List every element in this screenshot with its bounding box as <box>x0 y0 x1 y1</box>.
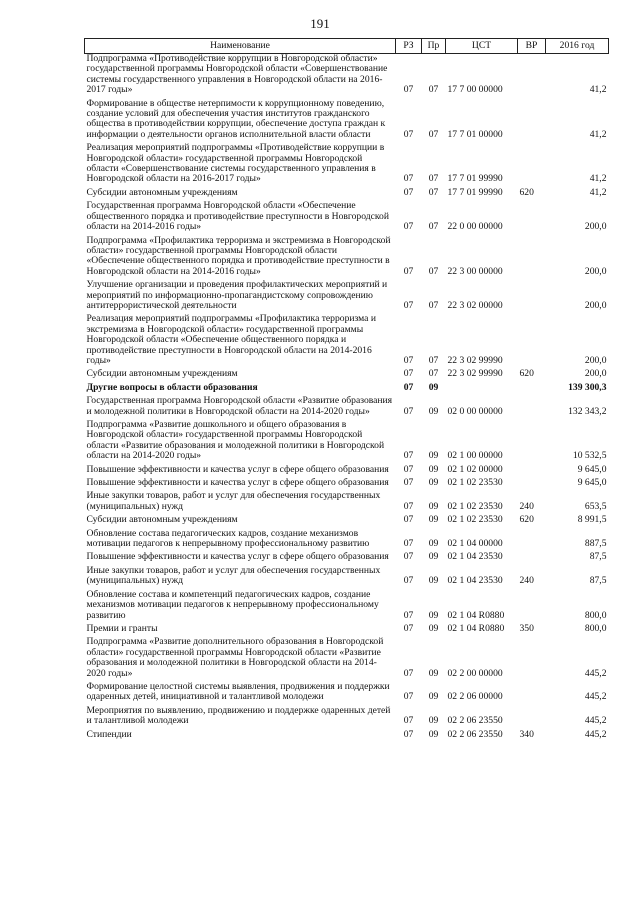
row-vr <box>518 236 546 281</box>
row-cst: 02 1 02 00000 <box>447 463 503 475</box>
row-pr: 09 <box>428 500 439 512</box>
row-sum: 10 532,5 <box>572 450 607 462</box>
table-row <box>85 624 609 637</box>
row-rz: 07 <box>403 715 414 727</box>
table-row <box>85 54 609 99</box>
header-sum: 2016 год <box>546 39 609 54</box>
row-vr <box>518 706 546 730</box>
row-sum: 653,5 <box>584 500 607 512</box>
row-pr: 09 <box>428 514 439 526</box>
row-rz: 07 <box>403 551 414 563</box>
row-sum: 200,0 <box>584 299 607 311</box>
table-header-row <box>85 39 609 54</box>
table-row <box>85 236 609 281</box>
table-row <box>85 491 609 515</box>
row-sum: 800,0 <box>584 609 607 621</box>
row-pr: 09 <box>428 381 439 393</box>
row-cst: 02 1 02 23530 <box>447 477 503 489</box>
row-rz: 07 <box>403 691 414 703</box>
row-pr: 09 <box>428 728 439 740</box>
row-name: Повышение эффективности и качества услуг в сфере общего образования <box>86 551 389 563</box>
row-vr <box>518 465 546 478</box>
row-cst: 17 7 01 00000 <box>447 128 503 140</box>
row-pr: 07 <box>428 368 439 380</box>
row-sum: 41,2 <box>589 84 607 96</box>
header-name: Наименование <box>85 39 396 54</box>
row-name: Иные закупки товаров, работ и услуг для обеспечения государственных (муниципальных) нужд <box>86 490 381 512</box>
row-pr: 09 <box>428 551 439 563</box>
row-cst: 02 1 04 23530 <box>447 551 503 563</box>
table-row <box>85 314 609 369</box>
row-rz: 07 <box>403 381 414 393</box>
table-row <box>85 188 609 201</box>
header-rz: РЗ <box>396 39 422 54</box>
row-pr: 09 <box>428 609 439 621</box>
page-number: 191 <box>310 16 330 31</box>
row-sum: 445,2 <box>584 715 607 727</box>
row-rz: 07 <box>403 354 414 366</box>
row-name: Обновление состава и компетенций педагогических кадров, создание механизмов мотивации педагогов к непрерывному профессиональному развитию <box>86 588 379 621</box>
row-name: Иные закупки товаров, работ и услуг для обеспечения государственных (муниципальных) нужд <box>86 564 381 587</box>
row-pr: 09 <box>428 405 439 417</box>
row-sum: 200,0 <box>584 354 607 366</box>
row-name: Повышение эффективности и качества услуг в сфере общего образования <box>86 477 389 489</box>
row-vr: 340 <box>519 728 534 740</box>
row-sum: 445,2 <box>584 667 607 679</box>
row-cst: 02 1 02 23530 <box>447 500 503 512</box>
row-pr: 09 <box>428 622 439 634</box>
row-sum: 139 300,3 <box>568 381 607 393</box>
row-vr <box>518 396 546 420</box>
table-row <box>85 529 609 553</box>
row-name: Подпрограмма «Развитие дошкольного и общего образования в Новгородской области» государственной программы Новгородской области «Развитие образования и молодежной политики в Новгородской области на 2014-2020 годы» <box>86 419 385 462</box>
row-pr: 09 <box>428 538 439 550</box>
table-row <box>85 396 609 420</box>
row-name: Стипендии <box>86 728 132 740</box>
row-cst: 02 2 06 23550 <box>447 715 503 727</box>
row-vr: 350 <box>519 622 534 634</box>
row-rz: 07 <box>403 173 414 185</box>
row-cst: 02 1 04 00000 <box>447 538 503 550</box>
row-rz: 07 <box>403 186 414 198</box>
row-rz: 07 <box>403 728 414 740</box>
row-vr <box>518 54 546 99</box>
row-vr <box>518 280 546 314</box>
row-sum: 445,2 <box>584 691 607 703</box>
row-pr: 07 <box>428 173 439 185</box>
row-rz: 07 <box>403 477 414 489</box>
table-row <box>85 369 609 382</box>
row-rz: 07 <box>403 622 414 634</box>
row-cst: 17 7 01 99990 <box>447 186 503 198</box>
header-pr: Пр <box>422 39 446 54</box>
row-cst: 02 1 04 23530 <box>447 575 503 587</box>
row-vr <box>518 420 546 465</box>
table-row <box>85 478 609 491</box>
row-rz: 07 <box>403 368 414 380</box>
row-rz: 07 <box>403 609 414 621</box>
row-vr: 240 <box>519 575 534 587</box>
row-sum: 8 991,5 <box>577 514 607 526</box>
row-rz: 07 <box>403 405 414 417</box>
row-sum: 41,2 <box>589 128 607 140</box>
row-pr: 09 <box>428 667 439 679</box>
row-pr: 07 <box>428 354 439 366</box>
row-sum: 200,0 <box>584 265 607 277</box>
row-pr: 07 <box>428 84 439 96</box>
table-row <box>85 280 609 314</box>
row-cst <box>446 383 518 396</box>
row-vr: 240 <box>519 500 534 512</box>
row-pr: 07 <box>428 128 439 140</box>
table-body <box>85 54 609 743</box>
table-row <box>85 566 609 590</box>
row-cst: 02 2 00 00000 <box>447 667 503 679</box>
row-name: Формирование целостной системы выявления, продвижения и поддержки одаренных детей, инициативной и талантливой молодежи <box>86 680 390 703</box>
row-pr: 09 <box>428 575 439 587</box>
row-cst: 02 1 00 00000 <box>447 450 503 462</box>
header-cst: ЦСТ <box>446 39 518 54</box>
row-cst: 22 3 02 99990 <box>447 368 503 380</box>
row-pr: 07 <box>428 186 439 198</box>
row-name: Реализация мероприятий подпрограммы «Противодействие коррупции в Новгородской области» государственной программы Новгородской области «Совершенствование системы государственного управления в Новгородской области на 2016-2017 годы» <box>86 142 385 185</box>
row-rz: 07 <box>403 265 414 277</box>
row-pr: 09 <box>428 463 439 475</box>
row-cst: 22 3 02 00000 <box>447 299 503 311</box>
row-cst: 02 1 04 R0880 <box>447 609 505 621</box>
row-rz: 07 <box>403 221 414 233</box>
table-row <box>85 99 609 144</box>
row-name: Повышение эффективности и качества услуг в сфере общего образования <box>86 463 389 475</box>
row-cst: 02 0 00 00000 <box>447 405 503 417</box>
row-cst: 17 7 01 99990 <box>447 173 503 185</box>
row-name: Подпрограмма «Развитие дополнительного образования в Новгородской области» государственной программы Новгородской области «Развитие образования и молодежной политики в Новгородской области на 2014-2020 годы» <box>86 636 384 679</box>
table-row <box>85 730 609 743</box>
row-vr <box>518 383 546 396</box>
row-vr <box>518 478 546 491</box>
row-pr: 09 <box>428 691 439 703</box>
row-sum: 41,2 <box>589 186 607 198</box>
row-rz: 07 <box>403 299 414 311</box>
row-sum: 445,2 <box>584 728 607 740</box>
row-cst: 22 0 00 00000 <box>447 221 503 233</box>
row-vr <box>518 590 546 624</box>
row-name: Улучшение организации и проведения профилактических мероприятий и мероприятий по информационно-пропагандистскому сопровождению антитеррористической деятельности <box>86 279 388 311</box>
row-name: Премии и гранты <box>86 622 158 634</box>
row-vr <box>518 637 546 682</box>
table-row <box>85 552 609 565</box>
row-vr <box>518 201 546 235</box>
table-row <box>85 201 609 235</box>
row-vr: 620 <box>519 186 534 198</box>
row-cst: 17 7 00 00000 <box>447 84 503 96</box>
row-sum: 132 343,2 <box>568 405 607 417</box>
row-pr: 09 <box>428 477 439 489</box>
row-name: Подпрограмма «Профилактика терроризма и экстремизма в Новгородской области» государственной программы Новгородской области «Обеспечение общественного порядка и противодействие преступности в Новгородской области на 2014-2016 годы» <box>86 234 391 277</box>
row-pr: 07 <box>428 265 439 277</box>
row-rz: 07 <box>403 128 414 140</box>
row-rz: 07 <box>403 84 414 96</box>
row-name: Субсидии автономным учреждениям <box>86 514 238 526</box>
row-cst: 02 1 02 23530 <box>447 514 503 526</box>
row-sum: 200,0 <box>584 368 607 380</box>
table-row <box>85 590 609 624</box>
row-name: Обновление состава педагогических кадров, создание механизмов мотивации педагогов к непрерывному профессиональному развитию <box>86 527 370 550</box>
header-vr: ВР <box>518 39 546 54</box>
row-cst: 02 2 06 23550 <box>447 728 503 740</box>
row-cst: 22 3 02 99990 <box>447 354 503 366</box>
row-name: Формирование в обществе нетерпимости к коррупционному поведению, создание условий для обеспечения участия институтов гражданского общества в противодействии коррупции, обеспечение доступа граждан к информации о деятельности органов исполнительной власти области <box>86 97 386 140</box>
row-sum: 9 645,0 <box>577 463 607 475</box>
row-vr <box>518 143 546 188</box>
row-sum: 41,2 <box>589 173 607 185</box>
row-rz: 07 <box>403 667 414 679</box>
row-cst: 02 1 04 R0880 <box>447 622 505 634</box>
row-rz: 07 <box>403 463 414 475</box>
row-sum: 800,0 <box>584 622 607 634</box>
row-cst: 02 2 06 00000 <box>447 691 503 703</box>
row-rz: 07 <box>403 538 414 550</box>
table-row <box>85 465 609 478</box>
row-vr <box>518 314 546 369</box>
row-rz: 07 <box>403 450 414 462</box>
row-vr: 620 <box>519 514 534 526</box>
row-vr <box>518 99 546 144</box>
row-name: Мероприятия по выявлению, продвижению и поддержке одаренных детей и талантливой молодежи <box>86 704 391 727</box>
row-sum: 9 645,0 <box>577 477 607 489</box>
row-sum: 87,5 <box>589 551 607 563</box>
budget-table <box>84 38 609 743</box>
row-vr <box>518 552 546 565</box>
row-name: Подпрограмма «Противодействие коррупции в Новгородской области» государственной программы Новгородской области «Совершенствование системы государственного управления в Новгородской области на 2016-2017 годы» <box>86 53 388 96</box>
row-rz: 07 <box>403 575 414 587</box>
table-row <box>85 637 609 682</box>
row-sum: 200,0 <box>584 221 607 233</box>
row-pr: 09 <box>428 450 439 462</box>
table-row <box>85 515 609 528</box>
row-vr <box>518 682 546 706</box>
row-pr: 09 <box>428 715 439 727</box>
row-rz: 07 <box>403 500 414 512</box>
table-row <box>85 143 609 188</box>
row-sum: 887,5 <box>584 538 607 550</box>
row-vr <box>518 529 546 553</box>
row-rz: 07 <box>403 514 414 526</box>
row-pr: 07 <box>428 221 439 233</box>
row-name: Государственная программа Новгородской области «Развитие образования и молодежной политики в Новгородской области на 2014-2020 годы» <box>86 395 393 417</box>
row-name: Другие вопросы в области образования <box>86 381 258 393</box>
row-pr: 07 <box>428 299 439 311</box>
table-row <box>85 383 609 396</box>
row-name: Субсидии автономным учреждениям <box>86 186 238 198</box>
row-name: Субсидии автономным учреждениям <box>86 368 238 380</box>
table-row <box>85 706 609 730</box>
table-row <box>85 682 609 706</box>
table-row <box>85 420 609 465</box>
row-vr: 620 <box>519 368 534 380</box>
row-name: Государственная программа Новгородской области «Обеспечение общественного порядка и противодействие преступности в Новгородской области на 2014-2016 годы» <box>86 200 389 233</box>
row-sum: 87,5 <box>589 575 607 587</box>
row-name: Реализация мероприятий подпрограммы «Профилактика терроризма и экстремизма в Новгородской области» государственной программы Новгородской области «Обеспечение общественного порядка и противодействие преступности в Новгородской области на 2014-2016 годы» <box>86 313 376 366</box>
row-cst: 22 3 00 00000 <box>447 265 503 277</box>
